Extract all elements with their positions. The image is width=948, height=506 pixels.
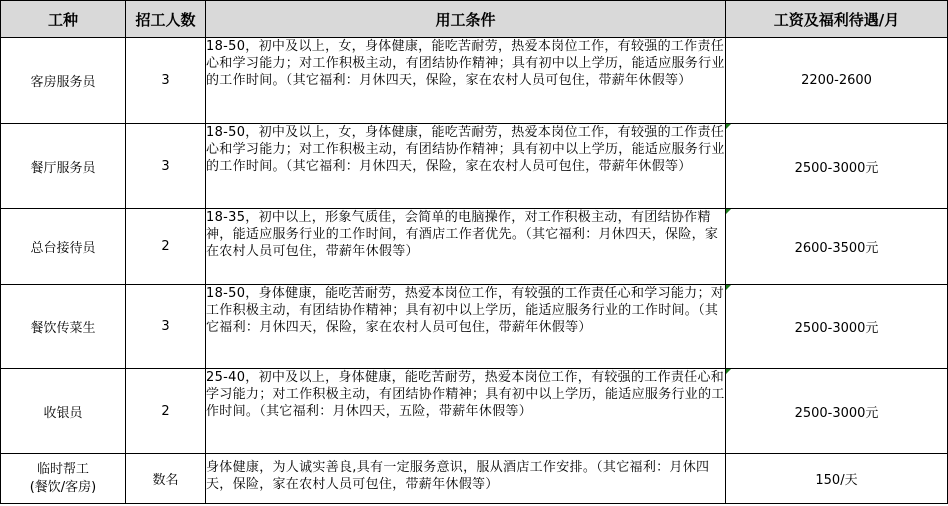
count-cell[interactable]: 3	[126, 38, 206, 124]
comment-marker-icon	[726, 369, 731, 374]
job-line-1: 临时帮工	[36, 461, 89, 477]
header-job[interactable]: 工种	[1, 1, 126, 38]
salary-value: 2500-3000元	[794, 405, 879, 421]
header-conditions[interactable]: 用工条件	[206, 1, 726, 38]
salary-cell[interactable]	[726, 209, 948, 285]
count-cell[interactable]: 2	[126, 209, 206, 285]
header-count[interactable]: 招工人数	[126, 1, 206, 38]
comment-marker-icon	[726, 285, 731, 290]
salary-value: 150/天	[815, 473, 858, 488]
conditions-cell[interactable]: 身体健康，为人诚实善良,具有一定服务意识，服从酒店工作安排。（其它福利：月休四天，保险，家在农村人员可包住，带薪年休假等）	[206, 454, 726, 504]
salary-value: 2500-3000元	[794, 321, 879, 336]
salary-cell[interactable]	[726, 38, 948, 124]
table-row	[1, 38, 948, 124]
header-salary[interactable]: 工资及福利待遇/月	[726, 1, 948, 38]
count-cell[interactable]: 数名	[126, 454, 206, 504]
job-cell[interactable]: 客房服务员	[1, 38, 126, 124]
count-cell[interactable]: 2	[126, 369, 206, 454]
comment-marker-icon	[726, 209, 731, 214]
comment-marker-icon	[726, 124, 731, 129]
salary-cell[interactable]	[726, 369, 948, 454]
job-line-2: (餐饮/客房)	[29, 479, 97, 495]
conditions-cell[interactable]: 18-50，初中及以上，女，身体健康，能吃苦耐劳，热爱本岗位工作，有较强的工作责任心和学习能力；对工作积极主动，有团结协作精神；具有初中以上学历，能适应服务行业的工作时间。（其它福利：月休四天，保险，家在农村人员可包住，带薪年休假等）	[206, 124, 726, 209]
job-cell[interactable]: 餐厅服务员	[1, 124, 126, 209]
job-cell[interactable]: 总台接待员	[1, 209, 126, 285]
conditions-cell[interactable]: 25-40，初中及以上，身体健康，能吃苦耐劳，热爱本岗位工作，有较强的工作责任心和学习能力；对工作积极主动，有团结协作精神；具有初中以上学历，能适应服务行业的工作时间。（其它福利：月休四天，五险，带薪年休假等）	[206, 369, 726, 454]
table-row	[1, 369, 948, 454]
table-row	[1, 209, 948, 285]
table-row	[1, 454, 948, 504]
conditions-cell[interactable]: 18-50，初中及以上，女，身体健康，能吃苦耐劳，热爱本岗位工作，有较强的工作责任心和学习能力；对工作积极主动，有团结协作精神；具有初中以上学历，能适应服务行业的工作时间。（其它福利：月休四天，保险，家在农村人员可包住，带薪年休假等）	[206, 38, 726, 124]
job-cell[interactable]: 餐饮传菜生	[1, 285, 126, 369]
conditions-cell[interactable]: 18-35，初中以上，形象气质佳，会简单的电脑操作，对工作积极主动，有团结协作精神，能适应服务行业的工作时间，有酒店工作者优先。（其它福利：月休四天，保险，家在农村人员可包住，带薪年休假等）	[206, 209, 726, 285]
header-row	[1, 1, 948, 38]
salary-value: 2500-3000元	[794, 160, 879, 176]
count-cell[interactable]: 3	[126, 124, 206, 209]
table-row	[1, 285, 948, 369]
salary-value: 2200-2600	[801, 73, 872, 88]
job-cell[interactable]	[1, 454, 126, 504]
job-cell[interactable]: 收银员	[1, 369, 126, 454]
salary-cell[interactable]	[726, 454, 948, 504]
table-row	[1, 124, 948, 209]
conditions-cell[interactable]: 18-50，身体健康，能吃苦耐劳，热爱本岗位工作，有较强的工作责任心和学习能力；对工作积极主动，有团结协作精神；具有初中以上学历，能适应服务行业的工作时间。（其它福利：月休四天，保险，家在农村人员可包住，带薪年休假等）	[206, 285, 726, 369]
count-cell[interactable]: 3	[126, 285, 206, 369]
salary-value: 2600-3500元	[794, 241, 879, 256]
salary-cell[interactable]	[726, 285, 948, 369]
salary-cell[interactable]	[726, 124, 948, 209]
